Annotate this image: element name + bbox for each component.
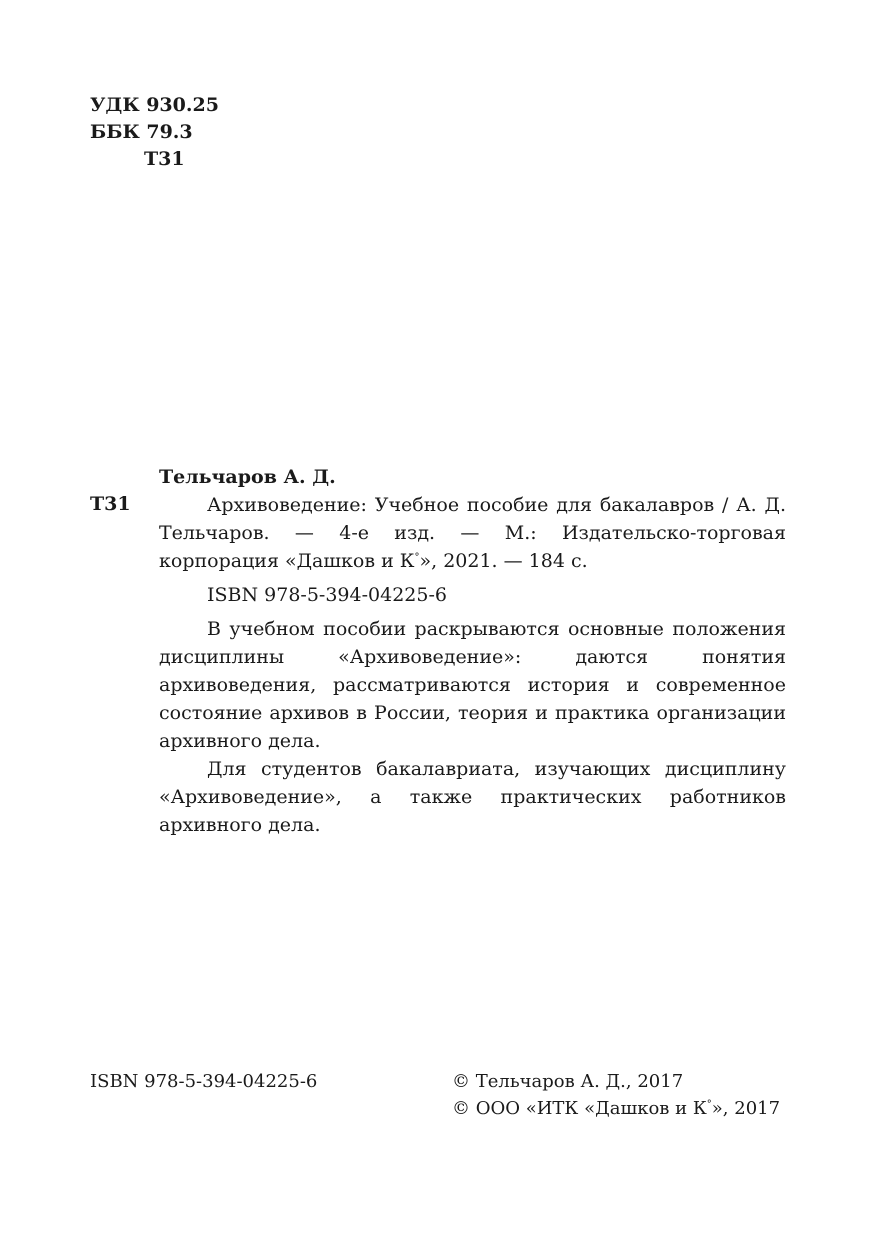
copyright-publisher-tail: », 2017 [711, 1098, 781, 1119]
record-audience: Для студентов бакалавриата, изучающих дисциплину «Архивоведение», а также практических работников архивного дела. [159, 758, 786, 836]
record-description-text: Архивоведение: Учебное пособие для бакалавров / А. Д. Тельчаров. — 4-е изд. — М.: Издательско-торговая корпорация «Дашков и К [159, 494, 786, 572]
footer-isbn: ISBN 978-5-394-04225-6 [90, 1071, 318, 1092]
copyright-block [452, 1068, 780, 1122]
record-description-tail: », 2021. — 184 с. [419, 550, 588, 572]
record-description [159, 491, 786, 575]
side-author-mark: Т31 [90, 493, 131, 515]
bbk-code: ББК 79.3 [90, 121, 193, 143]
record-isbn: ISBN 978-5-394-04225-6 [207, 584, 447, 606]
copyright-publisher [452, 1095, 780, 1122]
author-mark: Т31 [144, 148, 185, 170]
classification-block [90, 92, 219, 173]
udk-code: УДК 930.25 [90, 94, 219, 116]
record-abstract: В учебном пособии раскрываются основные положения дисциплины «Архивоведение»: даются понятия архивоведения, рассматриваются история и современное состояние архивов в России, теория и практика организации архивного дела. [159, 618, 786, 752]
publisher-degree-mark: ° [706, 1099, 712, 1110]
record-author: Тельчаров А. Д. [159, 466, 336, 488]
copyright-author: © Тельчаров А. Д., 2017 [452, 1071, 684, 1092]
copyright-publisher-text: © ООО «ИТК «Дашков и К [452, 1098, 707, 1119]
degree-mark: ° [414, 552, 420, 563]
bibliographic-record [159, 463, 786, 839]
